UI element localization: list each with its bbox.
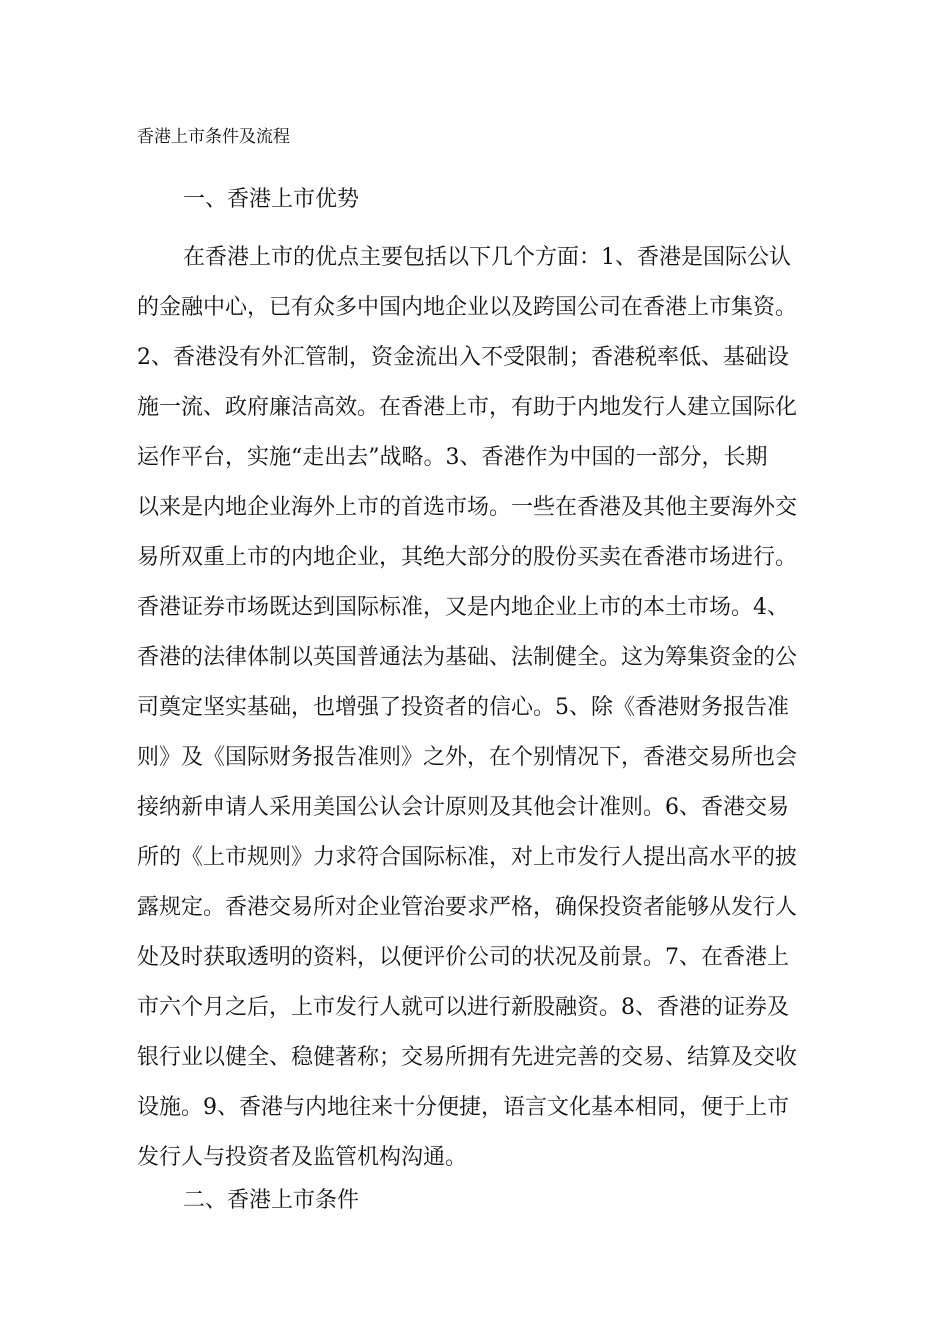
paragraph-line: 则》及《国际财务报告准则》之外，在个别情况下，香港交易所也会 — [137, 745, 798, 770]
paragraph-line: 市六个月之后，上市发行人就可以进行新股融资。8、香港的证券及 — [137, 995, 789, 1020]
document-title: 香港上市条件及流程 — [137, 127, 290, 147]
paragraph-line: 运作平台，实施“走出去”战略。3、香港作为中国的一部分，长期 — [137, 445, 768, 470]
section-heading-advantages: 一、香港上市优势 — [183, 187, 360, 212]
paragraph-line: 接纳新申请人采用美国公认会计原则及其他会计准则。6、香港交易 — [137, 795, 789, 820]
paragraph-line: 发行人与投资者及监管机构沟通。 — [137, 1145, 468, 1170]
paragraph-line: 易所双重上市的内地企业，其绝大部分的股份买卖在香港市场进行。 — [137, 545, 798, 570]
paragraph-line: 所的《上市规则》力求符合国际标准，对上市发行人提出高水平的披 — [137, 845, 798, 870]
paragraph-line: 香港的法律体制以英国普通法为基础、法制健全。这为筹集资金的公 — [137, 645, 798, 670]
paragraph-line: 设施。9、香港与内地往来十分便捷，语言文化基本相同，便于上市 — [137, 1095, 789, 1120]
paragraph-line: 露规定。香港交易所对企业管治要求严格，确保投资者能够从发行人 — [137, 895, 798, 920]
paragraph-line: 在香港上市的优点主要包括以下几个方面：1、香港是国际公认 — [183, 245, 791, 270]
paragraph-line: 处及时获取透明的资料，以便评价公司的状况及前景。7、在香港上 — [137, 945, 789, 970]
paragraph-line: 2、香港没有外汇管制，资金流出入不受限制；香港税率低、基础设 — [137, 345, 789, 370]
paragraph-line: 司奠定坚实基础，也增强了投资者的信心。5、除《香港财务报告准 — [137, 695, 789, 720]
section-paragraph-advantages — [137, 233, 817, 1183]
paragraph-line: 银行业以健全、稳健著称；交易所拥有先进完善的交易、结算及交收 — [137, 1045, 798, 1070]
section-heading-conditions: 二、香港上市条件 — [183, 1188, 360, 1213]
paragraph-line: 以来是内地企业海外上市的首选市场。一些在香港及其他主要海外交 — [137, 495, 798, 520]
paragraph-line: 施一流、政府廉洁高效。在香港上市，有助于内地发行人建立国际化 — [137, 395, 798, 420]
paragraph-line: 香港证券市场既达到国际标准，又是内地企业上市的本土市场。4、 — [137, 595, 789, 620]
paragraph-line: 的金融中心，已有众多中国内地企业以及跨国公司在香港上市集资。 — [137, 295, 798, 320]
